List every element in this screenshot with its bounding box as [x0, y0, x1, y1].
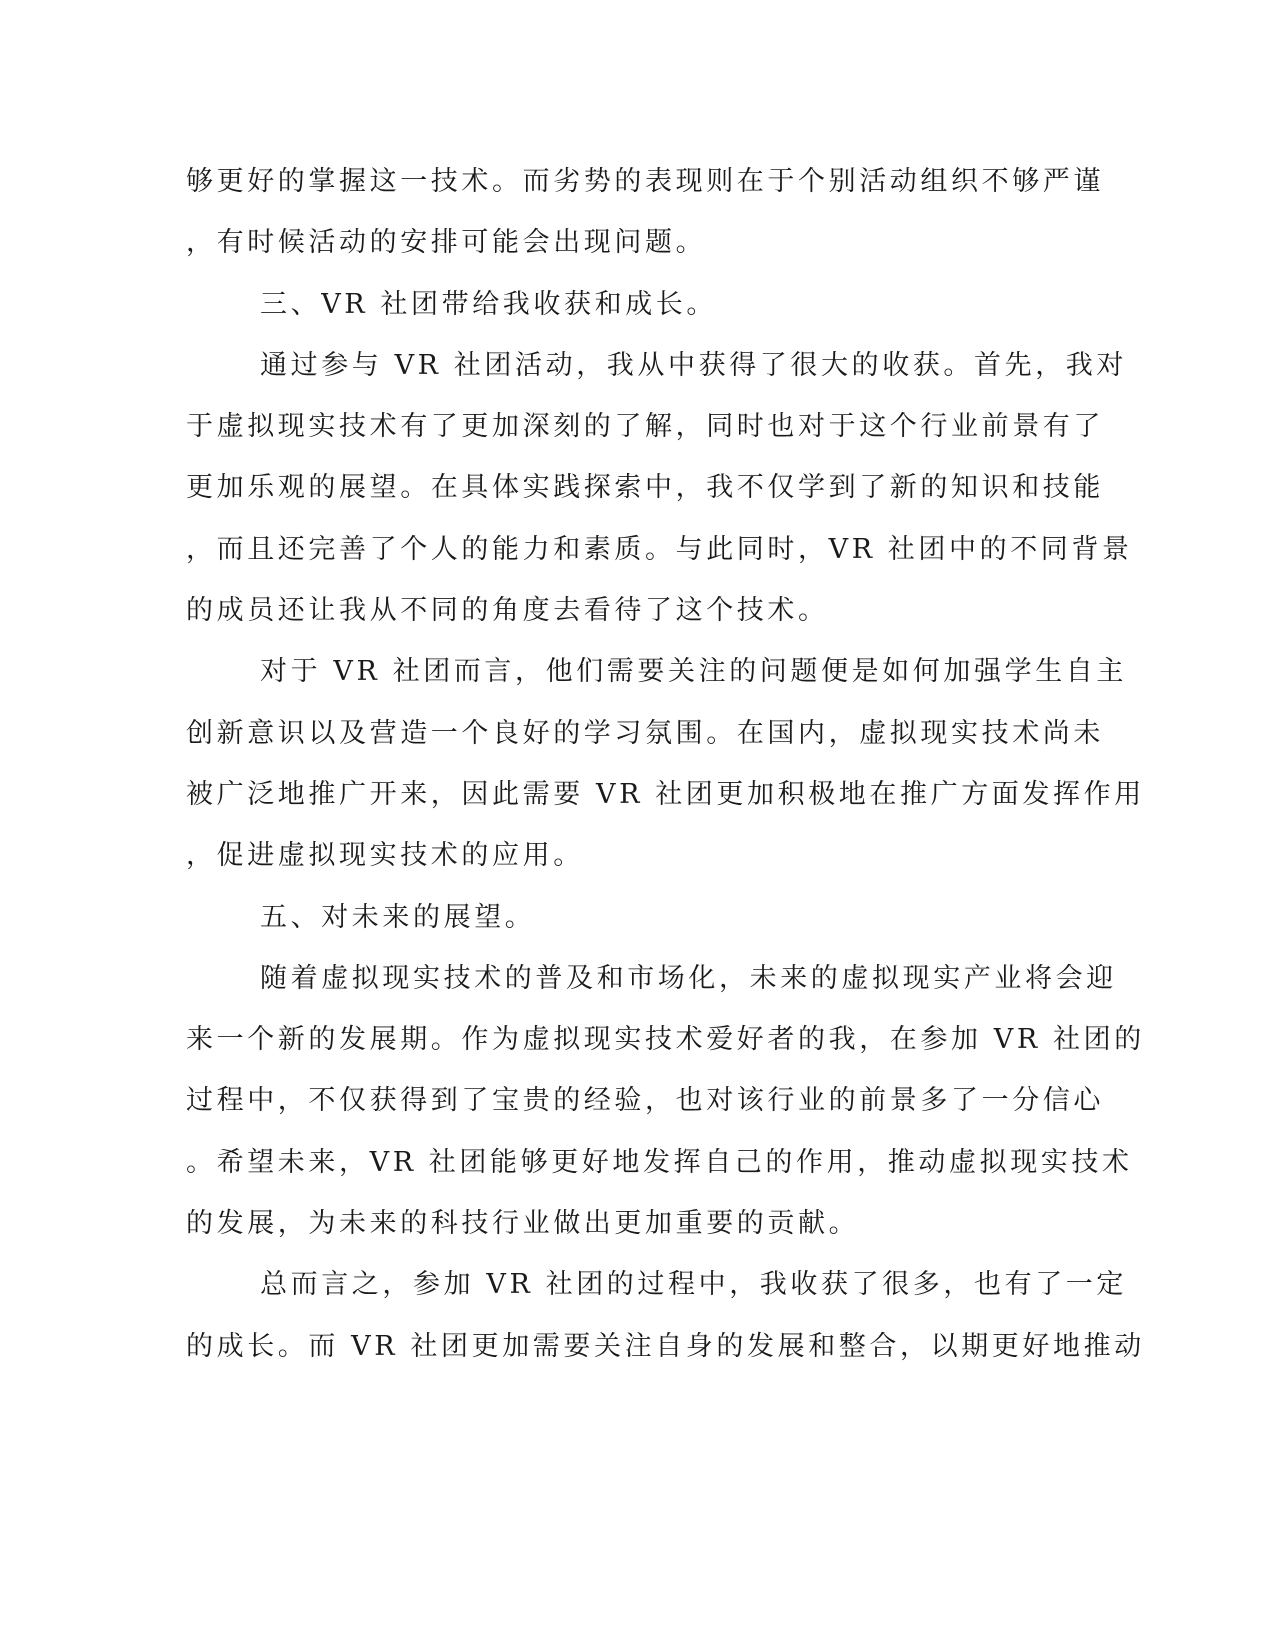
text-line: 创新意识以及营造一个良好的学习氛围。在国内，虚拟现实技术尚未	[186, 717, 1104, 749]
text-line: ，有时候活动的安排可能会出现问题。	[186, 227, 707, 259]
section-heading: 三、VR 社团带给我收获和成长。	[260, 288, 718, 320]
text-line: 于虚拟现实技术有了更加深刻的了解，同时也对于这个行业前景有了	[186, 411, 1104, 443]
section-heading: 五、对未来的展望。	[260, 901, 536, 933]
text-line: 更加乐观的展望。在具体实践探索中，我不仅学到了新的知识和技能	[186, 472, 1104, 504]
text-line: 随着虚拟现实技术的普及和市场化，未来的虚拟现实产业将会迎	[260, 962, 1117, 994]
text-line: ，促进虚拟现实技术的应用。	[186, 840, 584, 872]
text-line: 被广泛地推广开来，因此需要 VR 社团更加积极地在推广方面发挥作用	[186, 778, 1145, 810]
text-line: ，而且还完善了个人的能力和素质。与此同时，VR 社团中的不同背景	[186, 533, 1133, 565]
text-line: 对于 VR 社团而言，他们需要关注的问题便是如何加强学生自主	[260, 656, 1127, 688]
text-line: 够更好的掌握这一技术。而劣势的表现则在于个别活动组织不够严谨	[186, 166, 1104, 197]
body-text	[186, 164, 1145, 1390]
text-line: 的成员还让我从不同的角度去看待了这个技术。	[186, 595, 829, 627]
text-line: 通过参与 VR 社团活动，我从中获得了很大的收获。首先，我对	[260, 349, 1127, 381]
text-line: 来一个新的发展期。作为虚拟现实技术爱好者的我，在参加 VR 社团的	[186, 1024, 1145, 1056]
text-line: 的发展，为未来的科技行业做出更加重要的贡献。	[186, 1208, 860, 1240]
text-line: 。希望未来，VR 社团能够更好地发挥自己的作用，推动虚拟现实技术	[186, 1146, 1133, 1178]
text-line: 总而言之，参加 VR 社团的过程中，我收获了很多，也有了一定	[260, 1269, 1127, 1301]
text-line: 过程中，不仅获得到了宝贵的经验，也对该行业的前景多了一分信心	[186, 1085, 1104, 1117]
text-line: 的成长。而 VR 社团更加需要关注自身的发展和整合，以期更好地推动	[186, 1330, 1145, 1362]
